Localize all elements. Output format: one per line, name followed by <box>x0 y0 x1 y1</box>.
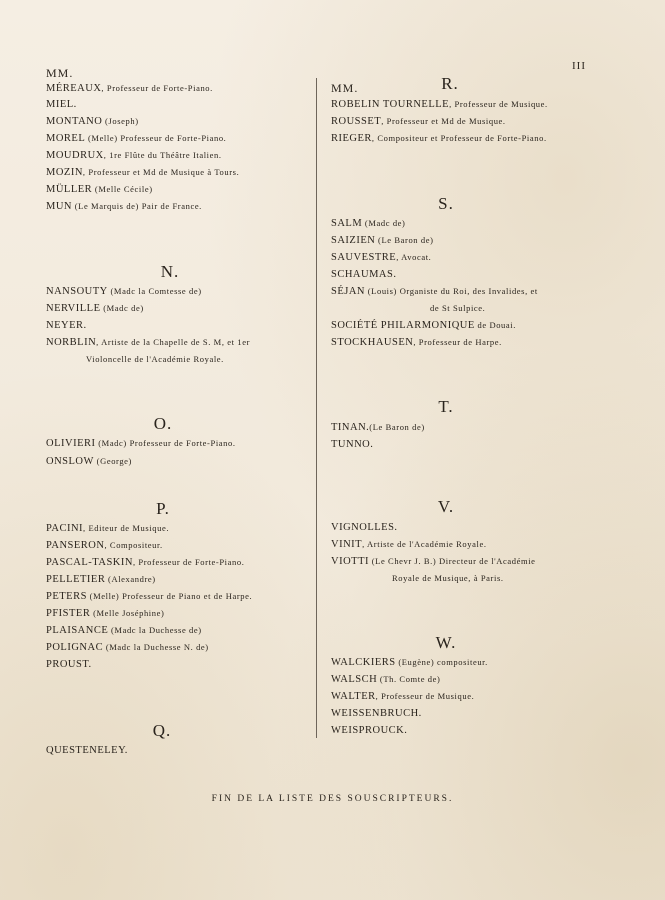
section-letter-o: O. <box>153 414 173 433</box>
list-item <box>331 555 536 568</box>
list-item <box>331 234 434 247</box>
list-item <box>46 285 202 298</box>
list-item <box>46 455 132 468</box>
list-item-continuation <box>430 302 485 315</box>
list-item <box>46 82 213 95</box>
entry-detail: , 1re Flûte du Théâtre Italien. <box>103 150 222 160</box>
list-item <box>331 217 405 230</box>
entry-detail: (Le Chevr J. B.) Directeur de l'Académie <box>369 556 536 566</box>
entry-name: WALSCH <box>331 674 378 685</box>
entry-detail: , Professeur et Md de Musique à Tours. <box>82 167 240 177</box>
entry-detail: de Douai. <box>474 320 516 330</box>
list-item <box>331 268 396 281</box>
entry-name: SAIZIEN <box>331 235 376 246</box>
list-item <box>46 336 250 349</box>
entry-name: MOZIN <box>46 167 83 178</box>
entry-detail: , Professeur de Forte-Piano. <box>101 83 213 93</box>
list-item <box>331 438 373 451</box>
list-item <box>331 319 516 332</box>
entry-detail: , Artiste de la Chapelle de S. M, et 1er <box>96 337 250 347</box>
list-item <box>331 656 488 669</box>
section-letter-w: W. <box>435 633 457 652</box>
list-item <box>46 319 87 332</box>
list-item <box>46 641 209 654</box>
entry-detail: (Le Baron de) <box>375 235 434 245</box>
entry-name: PACINI <box>46 523 84 534</box>
entry-name: NANSOUTY <box>46 286 108 297</box>
list-item <box>331 98 548 111</box>
list-item <box>46 302 144 315</box>
left-column-heading: MM. <box>46 66 74 80</box>
section-letter-v: V. <box>437 497 455 516</box>
list-item <box>331 285 538 298</box>
list-item <box>46 539 163 552</box>
list-item <box>46 607 164 620</box>
entry-name: PELLETIER <box>46 574 106 585</box>
list-item <box>331 690 474 703</box>
entry-detail: (Le Marquis de) Pair de France. <box>72 201 202 211</box>
entry-name: TINAN. <box>331 422 370 433</box>
list-item <box>331 521 398 534</box>
entry-detail: , Professeur de Musique. <box>449 99 548 109</box>
list-item-continuation <box>392 572 504 585</box>
entry-name: MOUDRUX <box>46 150 104 161</box>
entry-name: MUN <box>46 201 73 212</box>
list-item <box>46 522 169 535</box>
entry-name: NEYER. <box>46 320 87 331</box>
list-item <box>331 336 502 349</box>
entry-detail: (Th. Comte de) <box>377 674 441 684</box>
list-item <box>46 132 226 145</box>
section-letter-p: P. <box>156 499 170 518</box>
section-letter-t: T. <box>438 397 454 416</box>
list-item <box>46 658 92 671</box>
entry-detail: de St Sulpice. <box>430 303 486 313</box>
list-item <box>46 437 236 450</box>
list-item <box>331 538 487 551</box>
entry-name: SÉJAN <box>331 286 366 297</box>
entry-name: SALM <box>331 218 363 229</box>
entry-name: STOCKHAUSEN <box>331 337 414 348</box>
entry-detail: (Joseph) <box>102 116 139 126</box>
list-item <box>331 251 431 264</box>
entry-name: PLAISANCE <box>46 625 109 636</box>
entry-name: WEISSENBRUCH. <box>331 708 422 719</box>
list-item <box>46 744 128 757</box>
list-item <box>331 115 506 128</box>
entry-name: VINIT <box>331 539 363 550</box>
list-item <box>331 421 425 434</box>
section-letter-r: R. <box>441 74 459 93</box>
entry-detail: (Louis) Organiste du Roi, des Invalides, et <box>365 286 538 296</box>
entry-name: MÉREAUX <box>46 83 102 94</box>
entry-name: SOCIÉTÉ PHILARMONIQUE <box>331 320 475 331</box>
entry-detail: (Eugène) compositeur. <box>395 657 488 667</box>
right-column-heading: MM. <box>331 81 359 95</box>
list-item-continuation <box>86 353 224 366</box>
entry-name: MONTANO <box>46 116 103 127</box>
entry-detail: , Artiste de l'Académie Royale. <box>362 539 487 549</box>
section-letter-s: S. <box>438 194 454 213</box>
entry-name: SCHAUMAS. <box>331 269 397 280</box>
entry-detail: , Compositeur et Professeur de Forte-Piano. <box>371 133 547 143</box>
entry-name: OLIVIERI <box>46 438 96 449</box>
entry-detail: (Melle Joséphine) <box>90 608 165 618</box>
entry-detail: (Madc la Duchesse de) <box>108 625 202 635</box>
entry-name: MOREL <box>46 133 86 144</box>
section-letter-n: N. <box>160 262 180 281</box>
entry-name: PANSERON <box>46 540 105 551</box>
section-letter-q: Q. <box>152 721 172 740</box>
entry-name: MIEL. <box>46 99 77 110</box>
list-item <box>46 200 202 213</box>
page-number: III <box>572 60 586 72</box>
entry-name: ONSLOW <box>46 456 94 467</box>
list-item <box>331 132 547 145</box>
end-of-list-footer: FIN DE LA LISTE DES SOUSCRIPTEURS. <box>211 794 454 804</box>
entry-name: VIOTTI <box>331 556 369 567</box>
entry-detail: (Madc de) <box>100 303 144 313</box>
entry-detail: , Professeur de Musique. <box>375 691 475 701</box>
entry-name: PETERS <box>46 591 87 602</box>
entry-name: WEISPROUCK. <box>331 725 408 736</box>
entry-name: NORBLIN <box>46 337 97 348</box>
entry-detail: , Compositeur. <box>104 540 163 550</box>
entry-detail: (Melle) Professeur de Piano et de Harpe. <box>86 591 253 601</box>
entry-name: PFISTER <box>46 608 91 619</box>
entry-name: RIEGER <box>331 133 372 144</box>
list-item <box>46 183 153 196</box>
entry-detail: (Melle Cécile) <box>92 184 153 194</box>
entry-name: VIGNOLLES. <box>331 522 398 533</box>
entry-name: MÜLLER <box>46 184 93 195</box>
entry-detail: (Madc la Duchesse N. de) <box>103 642 209 652</box>
entry-detail: , Professeur de Harpe. <box>413 337 502 347</box>
list-item <box>331 707 422 720</box>
entry-name: PROUST. <box>46 659 92 670</box>
entry-detail: , Professeur de Forte-Piano. <box>132 557 245 567</box>
list-item <box>46 115 139 128</box>
list-item <box>46 98 77 111</box>
entry-detail: (Madc) Professeur de Forte-Piano. <box>95 438 236 448</box>
list-item <box>46 556 244 569</box>
entry-detail: (George) <box>93 456 132 466</box>
entry-detail: (Le Baron de) <box>369 422 425 432</box>
entry-detail: (Madc la Comtesse de) <box>107 286 202 296</box>
entry-name: ROUSSET <box>331 116 382 127</box>
entry-name: WALTER <box>331 691 376 702</box>
entry-name: ROBELIN TOURNELLE <box>331 99 450 110</box>
entry-name: PASCAL-TASKIN <box>46 557 133 568</box>
entry-detail: Royale de Musique, à Paris. <box>392 573 504 583</box>
entry-name: QUESTENELEY. <box>46 745 128 756</box>
entry-detail: (Madc de) <box>362 218 406 228</box>
list-item <box>46 149 222 162</box>
entry-name: POLIGNAC <box>46 642 104 653</box>
list-item <box>331 673 440 686</box>
list-item <box>331 724 407 737</box>
entry-detail: (Alexandre) <box>105 574 156 584</box>
entry-detail: , Professeur et Md de Musique. <box>381 116 506 126</box>
list-item <box>46 573 156 586</box>
entry-detail: , Avocat. <box>396 252 432 262</box>
list-item <box>46 590 252 603</box>
column-divider <box>316 78 317 738</box>
entry-name: TUNNO. <box>331 439 374 450</box>
list-item <box>46 624 202 637</box>
list-item <box>46 166 239 179</box>
entry-detail: Violoncelle de l'Académie Royale. <box>86 354 224 364</box>
entry-name: WALCKIERS <box>331 657 396 668</box>
entry-name: SAUVESTRE <box>331 252 397 263</box>
entry-name: NERVILLE <box>46 303 101 314</box>
entry-detail: , Editeur de Musique. <box>83 523 170 533</box>
entry-detail: (Melle) Professeur de Forte-Piano. <box>85 133 227 143</box>
